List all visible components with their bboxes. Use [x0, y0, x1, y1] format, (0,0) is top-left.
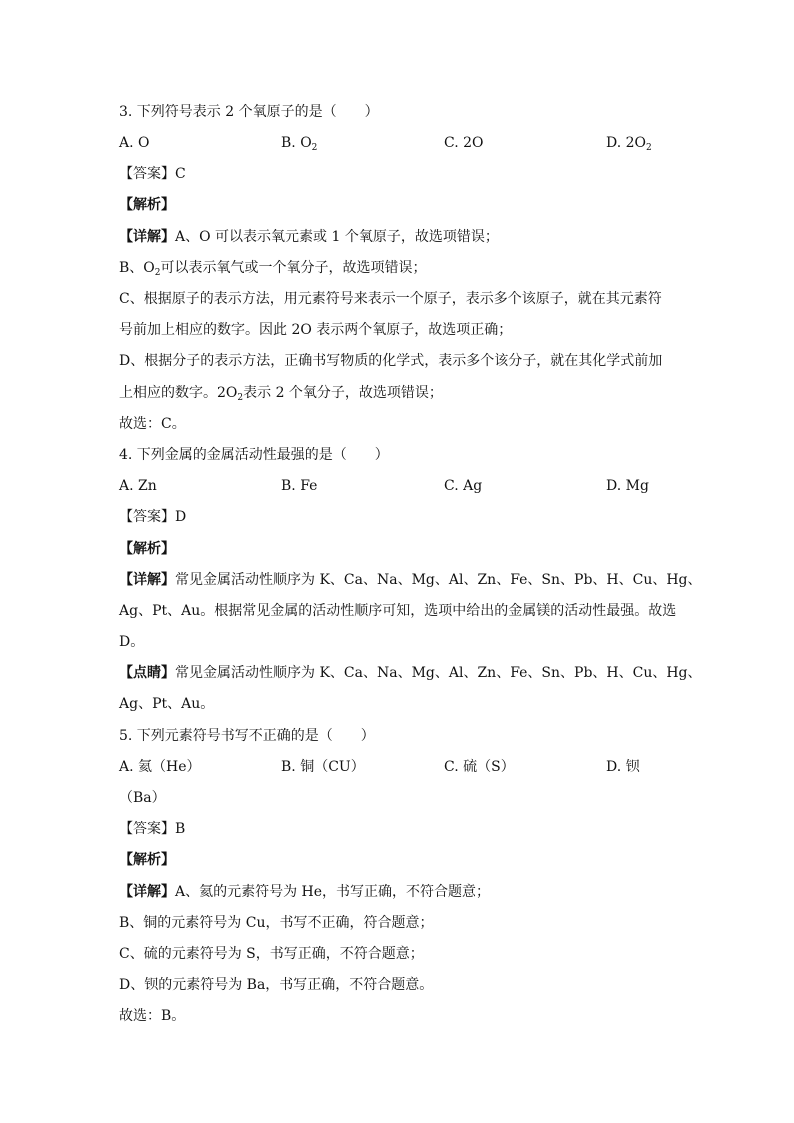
detail-label: 【详解】	[119, 229, 175, 245]
question-3-detail-a: 【详解】A、O 可以表示氧元素或 1 个氧原子，故选项错误；	[119, 229, 499, 245]
question-4-comment-line1: 【点睛】常见金属活动性顺序为 K、Ca、Na、Mg、Al、Zn、Fe、Sn、Pb、H、Cu、Hg、	[119, 665, 702, 681]
option-c: C. Ag	[444, 478, 483, 494]
question-4-stem: 4. 下列金属的金属活动性最强的是（ ）	[119, 447, 389, 463]
question-5-detail-a: 【详解】A、氦的元素符号为 He，书写正确，不符合题意；	[119, 884, 491, 900]
question-5-detail-d: D、钡的元素符号为 Ba，书写正确，不符合题意。	[119, 977, 434, 993]
option-d: D. 钡	[606, 759, 640, 775]
question-3-detail-b: B、$O_2$可以表示氧气或一个氧分子，故选项错误；	[119, 260, 427, 278]
question-5-answer: 【答案】B	[119, 821, 186, 837]
question-4-detail-line2: Ag、Pt、Au。根据常见金属的活动性顺序可知，选项中给出的金属镁的活动性最强。故选	[119, 603, 677, 619]
question-4-detail-line1: 【详解】常见金属活动性顺序为 K、Ca、Na、Mg、Al、Zn、Fe、Sn、Pb、H、Cu、Hg、	[119, 572, 702, 588]
option-a: A. Zn	[119, 478, 157, 494]
option-a: A. 氦（He）	[119, 759, 201, 775]
option-d: D. $2O_2$	[606, 135, 652, 153]
option-d: D. Mg	[606, 478, 649, 494]
option-c: C. 2O	[444, 135, 484, 151]
question-5-conclusion: 故选：B。	[119, 1008, 186, 1024]
option-b: B. 铜（CU）	[281, 759, 365, 775]
question-3-detail-d1: D、根据分子的表示方法，正确书写物质的化学式，表示多个该分子，就在其化学式前加	[119, 353, 663, 369]
question-3-detail-c1: C、根据原子的表示方法，用元素符号来表示一个原子，表示多个该原子，就在其元素符	[119, 291, 662, 307]
detail-label: 【详解】	[119, 884, 175, 900]
comment-label: 【点睛】	[119, 665, 175, 681]
question-3-stem: 3. 下列符号表示 2 个氧原子的是（ ）	[119, 104, 379, 120]
detail-label: 【详解】	[119, 572, 175, 588]
question-5-analysis-label: 【解析】	[119, 852, 175, 868]
question-5-stem: 5. 下列元素符号书写不正确的是（ ）	[119, 728, 375, 744]
question-4-comment-line2: Ag、Pt、Au。	[119, 696, 215, 712]
option-a: A. O	[119, 135, 150, 151]
question-3-detail-d2: 上相应的数字。$2O_2$表示 2 个氧分子，故选项错误；	[119, 385, 443, 403]
question-3-conclusion: 故选：C。	[119, 416, 186, 432]
question-5-detail-c: C、硫的元素符号为 S，书写正确，不符合题意；	[119, 946, 424, 962]
question-5-option-d-continued: （Ba）	[119, 790, 166, 806]
question-3-detail-c2: 号前加上相应的数字。因此 2O 表示两个氧原子，故选项正确；	[119, 322, 513, 338]
question-4-detail-line3: D。	[119, 634, 145, 650]
question-4-analysis-label: 【解析】	[119, 541, 175, 557]
question-4-options	[119, 474, 675, 498]
option-b: B. $O_2$	[281, 135, 318, 153]
option-b: B. Fe	[281, 478, 318, 494]
question-3-options	[119, 131, 675, 155]
option-c: C. 硫（S）	[444, 759, 515, 775]
question-3-analysis-label: 【解析】	[119, 197, 175, 213]
question-5-detail-b: B、铜的元素符号为 Cu，书写不正确，符合题意；	[119, 915, 434, 931]
question-4-answer: 【答案】D	[119, 509, 187, 525]
question-5-options	[119, 755, 675, 779]
question-3-answer: 【答案】C	[119, 166, 186, 182]
